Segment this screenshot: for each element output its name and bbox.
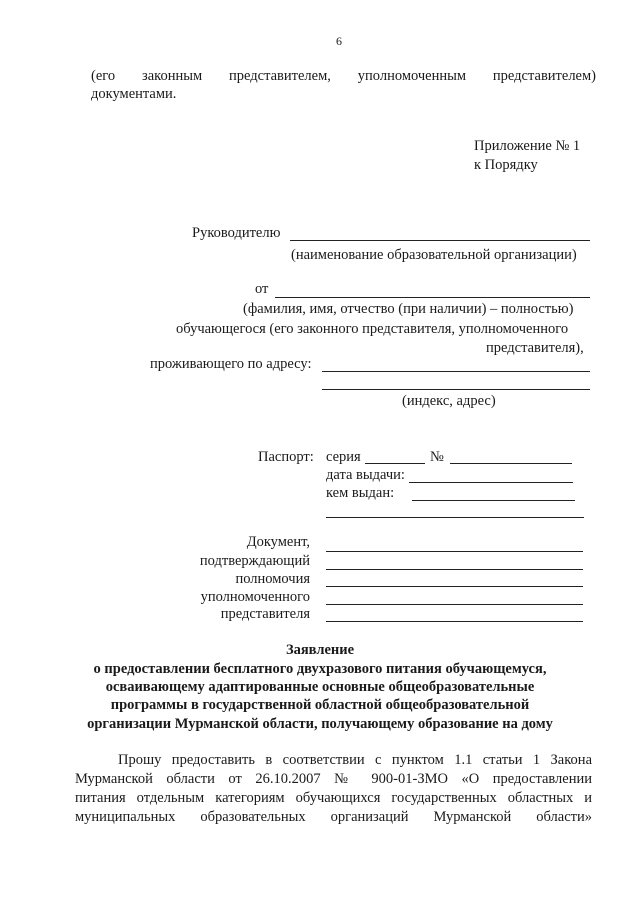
passport-number-label: №	[430, 449, 444, 465]
address-blank-line-2	[322, 389, 590, 390]
appendix-line-1: Приложение № 1	[474, 138, 581, 154]
document-line-2: подтверждающий	[199, 553, 310, 569]
passport-issued-by-blank-2	[326, 517, 584, 518]
body-line-4: муниципальных образовательных организаций Мурманской области»	[75, 809, 592, 825]
statement-title: Заявление	[285, 642, 355, 658]
statement-subtitle-3: программы в государственной областной общеобразовательной	[110, 697, 530, 713]
document-line-3: полномочия	[235, 571, 310, 587]
intro-word: представителем)	[492, 68, 596, 84]
document-line-1: Документ,	[246, 534, 310, 550]
passport-series-blank	[365, 463, 425, 464]
page-number: 6	[336, 34, 342, 48]
statement-subtitle-2: осваивающему адаптированные основные общеобразовательные	[105, 679, 535, 695]
intro-word: (его	[91, 68, 116, 84]
passport-issued-by-label: кем выдан:	[326, 485, 395, 501]
address-blank-line-1	[322, 371, 590, 372]
document-blank-3	[326, 586, 583, 587]
address-hint: (индекс, адрес)	[402, 393, 496, 409]
document-blank-1	[326, 551, 583, 552]
from-blank-line	[275, 297, 590, 298]
body-line-1: Прошу предоставить в соответствии с пунктом 1.1 статьи 1 Закона	[118, 752, 592, 768]
from-label: от	[255, 281, 269, 297]
passport-number-blank	[450, 463, 572, 464]
head-blank-line	[290, 240, 590, 241]
head-hint: (наименование образовательной организации)	[291, 247, 577, 263]
body-line-2: Мурманской области от 26.10.2007 № 900-01-ЗМО «О предоставлении	[75, 771, 592, 787]
intro-word: уполномоченным	[357, 68, 467, 84]
from-hint-1: (фамилия, имя, отчество (при наличии) – полностью)	[243, 301, 574, 317]
document-blank-5	[326, 621, 583, 622]
passport-issue-date-blank	[409, 482, 573, 483]
passport-series-label: серия	[326, 449, 361, 465]
statement-subtitle-1: о предоставлении бесплатного двухразового питания обучающемуся,	[93, 661, 547, 677]
address-label: проживающего по адресу:	[150, 356, 312, 372]
appendix-line-2: к Порядку	[474, 157, 538, 173]
passport-issued-by-blank	[412, 500, 575, 501]
passport-issue-date-label: дата выдачи:	[326, 467, 405, 483]
head-label: Руководителю	[192, 225, 281, 241]
from-hint-3: представителя),	[486, 340, 584, 356]
statement-subtitle-4: организации Мурманской области, получающему образование на дому	[87, 716, 553, 732]
intro-word: законным	[141, 68, 203, 84]
intro-line-2: документами.	[91, 86, 177, 102]
document-line-5: представителя	[220, 606, 310, 622]
passport-label: Паспорт:	[258, 449, 314, 465]
intro-word: представителем,	[229, 68, 331, 84]
document-line-4: уполномоченного	[200, 589, 310, 605]
document-blank-2	[326, 569, 583, 570]
intro-line-1	[91, 68, 596, 85]
from-hint-2: обучающегося (его законного представителя, уполномоченного	[176, 321, 569, 337]
document-blank-4	[326, 604, 583, 605]
body-line-3: питания отдельным категориям обучающихся государственных областных и	[75, 790, 592, 806]
